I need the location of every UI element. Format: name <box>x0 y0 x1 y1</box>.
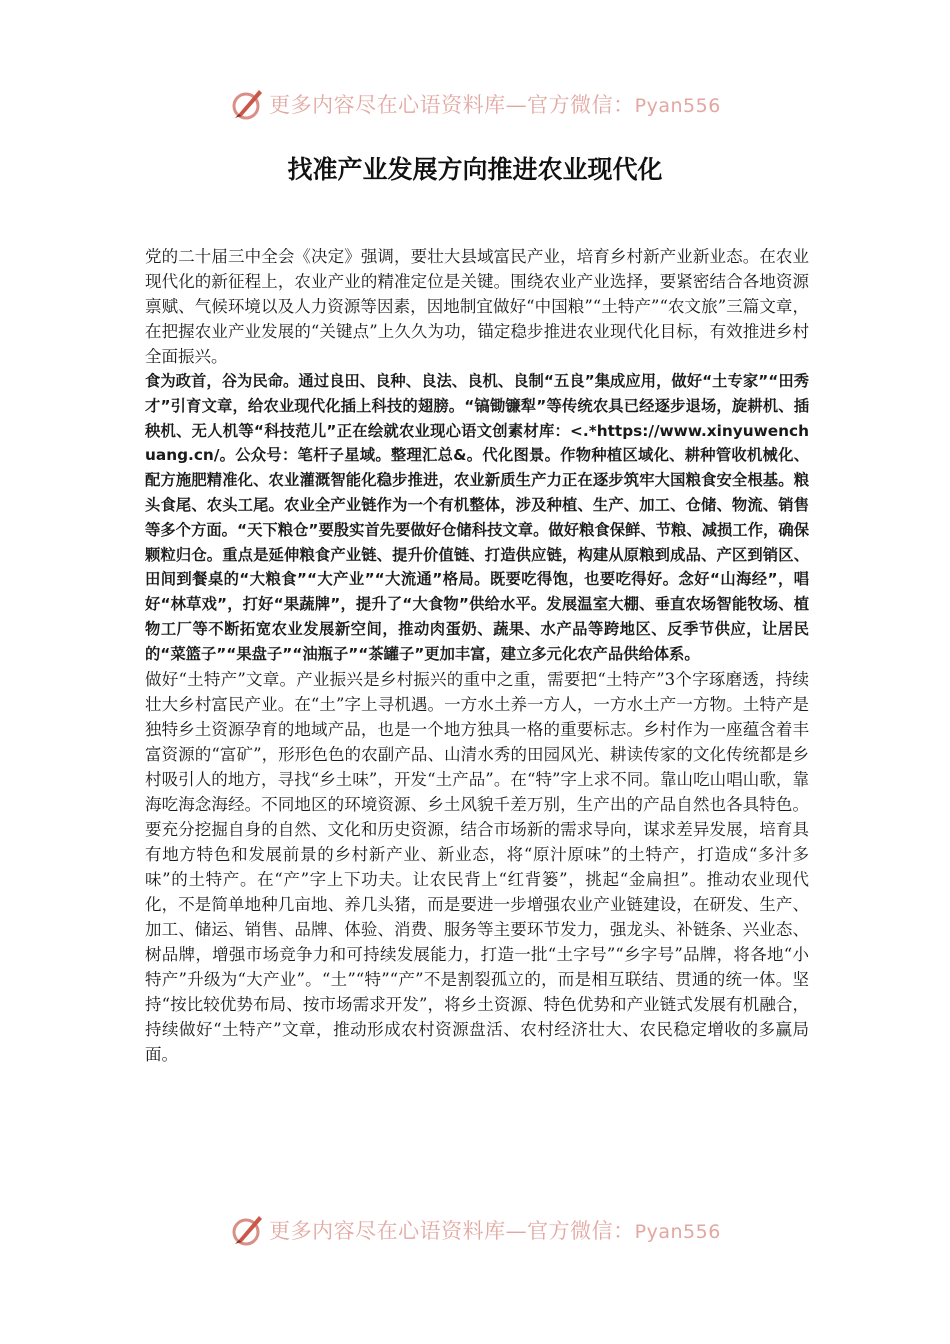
banner-text: 更多内容尽在心语资料库—官方微信： <box>269 93 635 117</box>
page-title: 找准产业发展方向推进农业现代化 <box>287 155 663 184</box>
quill-pen-logo-icon <box>229 86 265 122</box>
banner-text: 更多内容尽在心语资料库—官方微信： <box>269 1219 635 1243</box>
banner-wechat-id: Pyan556 <box>634 1221 721 1243</box>
header-watermark-banner <box>0 82 950 126</box>
paragraph-grain: 食为政首，谷为民命。通过良田、良种、良法、良机、良制“五良”集成应用，做好“土专家”“田秀才”引育文章，给农业现代化插上科技的翅膀。“镐锄镰犁”等传统农具已经逐步退场，旋耕机、插秧机、无人机等“科技范儿”正在绘就农业现心语文创素材库：<.*https://www.xinyuwenchuang.cn/。公众号：笔杆子星域。整理汇总&。代化图景。作物种植区域化、耕种管收机械化、配方施肥精准化、农业灌溉智能化稳步推进，农业新质生产力正在逐步筑牢大国粮食安全根基。粮头食尾、农头工尾。农业全产业链作为一个有机整体，涉及种植、生产、加工、仓储、物流、销售等多个方面。“天下粮仓”要殷实首先要做好仓储科技文章。做好粮食保鲜、节粮、减损工作，确保颗粒归仓。重点是延伸粮食产业链、提升价值链、打造供应链，构建从原粮到成品、产区到销区、田间到餐桌的“大粮食”“大产业”“大流通”格局。既要吃得饱，也要吃得好。念好“山海经”，唱好“林草戏”，打好“果蔬牌”，提升了“大食物”供给水平。发展温室大棚、垂直农场智能牧场、植物工厂等不断拓宽农业发展新空间，推动肉蛋奶、蔬果、水产品等跨地区、反季节供应，让居民的“菜篮子”“果盘子”“油瓶子”“茶罐子”更加丰富，建立多元化农产品供给体系。 <box>145 372 809 663</box>
paragraph-specialty: 做好“土特产”文章。产业振兴是乡村振兴的重中之重，需要把“土特产”3个字琢磨透，持续壮大乡村富民产业。在“土”字上寻机遇。一方水土养一方人，一方水土产一方物。土特产是独特乡土资源孕育的地域产品，也是一个地方独具一格的重要标志。乡村作为一座蕴含着丰富资源的“富矿”，形形色色的农副产品、山清水秀的田园风光、耕读传家的文化传统都是乡村吸引人的地方，寻找“乡土味”，开发“土产品”。在“特”字上求不同。靠山吃山唱山歌，靠海吃海念海经。不同地区的环境资源、乡土风貌千差万别，生产出的产品自然也各具特色。要充分挖掘自身的自然、文化和历史资源，结合市场新的需求导向，谋求差异发展，培育具有地方特色和发展前景的乡村新产业、新业态，将“原汁原味”的土特产，打造成“多汁多味”的土特产。在“产”字上下功夫。让农民背上“红背篓”，挑起“金扁担”。推动农业现代化，不是简单地种几亩地、养几头猪，而是要进一步增强农业产业链建设，在研发、生产、加工、储运、销售、品牌、体验、消费、服务等主要环节发力，强龙头、补链条、兴业态、树品牌，增强市场竞争力和可持续发展能力，打造一批“土字号”“乡字号”品牌，将各地“小特产”升级为“大产业”。“土”“特”“产”不是割裂孤立的，而是相互联结、贯通的统一体。坚持“按比较优势布局、按市场需求开发”，将乡土资源、特色优势和产业链式发展有机融合，持续做好“土特产”文章，推动形成农村资源盘活、农村经济壮大、农民稳定增收的多赢局面。 <box>145 669 809 1064</box>
banner-wechat-id: Pyan556 <box>634 95 721 117</box>
quill-pen-logo-icon <box>229 1212 265 1248</box>
article-body <box>145 244 809 1067</box>
footer-watermark-banner <box>0 1208 950 1252</box>
paragraph-intro: 党的二十届三中全会《决定》强调，要壮大县域富民产业，培育乡村新产业新业态。在农业现代化的新征程上，农业产业的精准定位是关键。围绕农业产业选择，要紧密结合各地资源禀赋、气候环境以及人力资源等因素，因地制宜做好“中国粮”“土特产”“农文旅”三篇文章，在把握农业产业发展的“关键点”上久久为功，锚定稳步推进农业现代化目标，有效推进乡村全面振兴。 <box>145 247 809 366</box>
